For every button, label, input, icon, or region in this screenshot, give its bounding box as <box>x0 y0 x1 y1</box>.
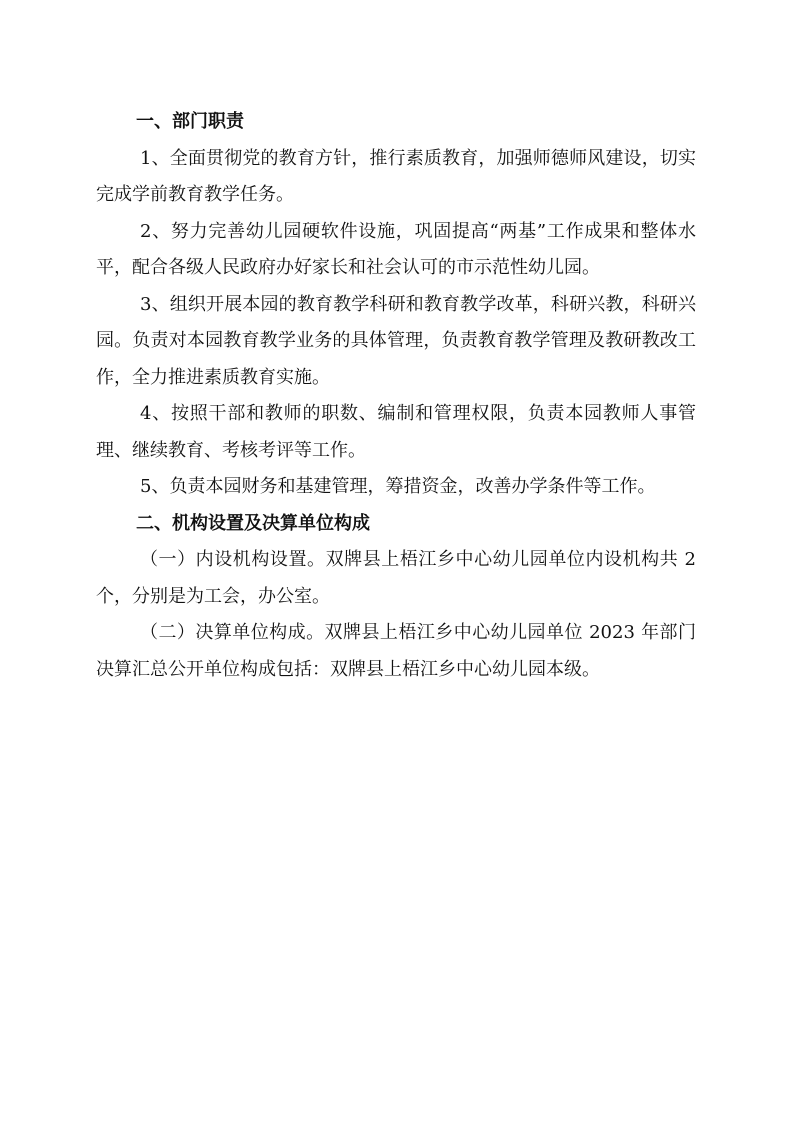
duty-item-2: 2、努力完善幼儿园硬软件设施，巩固提高“两基”工作成果和整体水平，配合各级人民政府办好家长和社会认可的市示范性幼儿园。 <box>96 220 696 278</box>
duty-item-5: 5、负责本园财务和基建管理，筹措资金，改善办学条件等工作。 <box>140 476 656 497</box>
duty-item-1: 1、全面贯彻党的教育方针，推行素质教育，加强师德师风建设，切实完成学前教育教学任务。 <box>96 147 696 205</box>
structure-item-internal: （一）内设机构设置。双牌县上梧江乡中心幼儿园单位内设机构共 2 个，分别是为工会，办公室。 <box>96 549 696 607</box>
document-body <box>96 104 696 688</box>
structure-item-accounting-units: （二）决算单位构成。双牌县上梧江乡中心幼儿园单位 2023 年部门决算汇总公开单位构成包括：双牌县上梧江乡中心幼儿园本级。 <box>96 622 696 680</box>
section-heading-duties: 一、部门职责 <box>136 111 244 132</box>
duty-item-4: 4、按照干部和教师的职数、编制和管理权限，负责本园教师人事管理、继续教育、考核考评等工作。 <box>96 403 696 461</box>
section-heading-structure: 二、机构设置及决算单位构成 <box>136 512 370 534</box>
duty-item-3: 3、组织开展本园的教育教学科研和教育教学改革，科研兴教，科研兴园。负责对本园教育教学业务的具体管理，负责教育教学管理及教研教改工作，全力推进素质教育实施。 <box>96 293 696 388</box>
